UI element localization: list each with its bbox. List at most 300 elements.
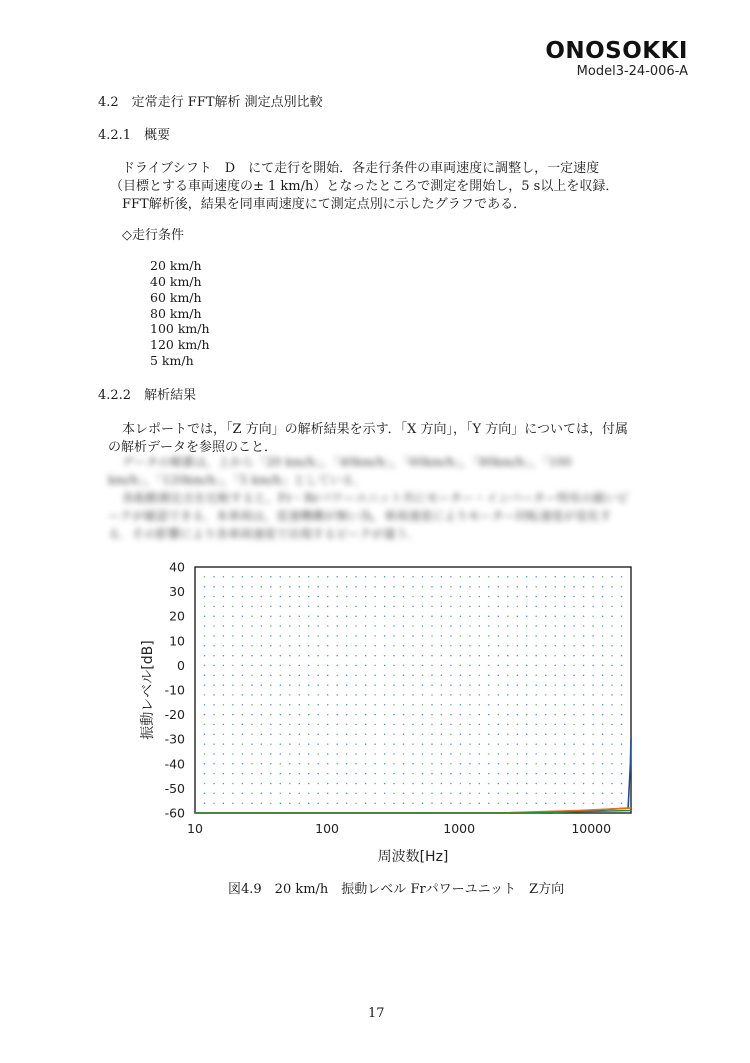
grid-dot [412,665,414,667]
grid-dot [498,586,500,588]
grid-dot [242,606,244,608]
grid-dot [507,674,509,676]
grid-dot [327,674,329,676]
grid-dot [498,704,500,706]
grid-dot [460,665,462,667]
grid-dot [488,704,490,706]
grid-dot [289,802,291,804]
grid-dot [554,704,556,706]
grid-dot [621,615,623,617]
grid-dot [232,645,234,647]
grid-dot [545,714,547,716]
grid-dot [327,743,329,745]
overview-line-1: ドライブシフト D にて走行を開始．各走行条件の車両速度に調整し，一定速度 [122,161,600,176]
grid-dot [403,596,405,598]
grid-dot [545,665,547,667]
grid-dot [213,802,215,804]
grid-dot [242,694,244,696]
grid-dot [611,615,613,617]
grid-dot [498,615,500,617]
grid-dot [583,645,585,647]
grid-dot [289,635,291,637]
grid-dot [355,763,357,765]
grid-dot [261,783,263,785]
grid-dot [336,734,338,736]
grid-dot [545,753,547,755]
grid-dot [488,655,490,657]
grid-dot [545,704,547,706]
y-tick-label: -60 [164,805,185,821]
grid-dot [431,576,433,578]
grid-dot [213,753,215,755]
grid-dot [564,714,566,716]
grid-dot [365,615,367,617]
grid-dot [223,684,225,686]
grid-dot [308,665,310,667]
grid-dot [422,586,424,588]
grid-dot [299,753,301,755]
x-tick-labels [187,821,611,836]
grid-dot [469,684,471,686]
grid-dot [535,625,537,627]
grid-dot [299,763,301,765]
grid-dot [412,714,414,716]
grid-dot [308,674,310,676]
grid-dot [422,576,424,578]
grid-dot [479,694,481,696]
grid-dot [365,645,367,647]
grid-dot [488,586,490,588]
grid-dot [422,724,424,726]
grid-dot [479,783,481,785]
grid-dot [412,763,414,765]
grid-dot [469,743,471,745]
grid-dot [621,606,623,608]
grid-dot [242,674,244,676]
grid-dot [611,793,613,795]
grid-dot [422,684,424,686]
grid-dot [308,773,310,775]
grid-dot [535,684,537,686]
grid-dot [374,704,376,706]
grid-dot [592,704,594,706]
grid-dot [611,596,613,598]
grid-dot [450,802,452,804]
grid-dot [412,576,414,578]
blurred-text-line: km/h」，「120km/h」，「5 km/h」としている． [108,473,366,487]
grid-dot [270,773,272,775]
x-tick-label: 100 [315,821,340,836]
grid-dot [621,625,623,627]
grid-dot [327,684,329,686]
grid-dot [280,802,282,804]
grid-dot [431,724,433,726]
grid-dot [535,665,537,667]
grid-dot [365,753,367,755]
grid-dot [412,724,414,726]
grid-dot [213,793,215,795]
grid-dot [308,645,310,647]
grid-dot [412,645,414,647]
grid-dot [289,793,291,795]
grid-dot [384,773,386,775]
grid-dot [545,596,547,598]
grid-dot [346,743,348,745]
grid-dot [602,596,604,598]
grid-dot [346,802,348,804]
grid-dot [251,694,253,696]
grid-dot [289,655,291,657]
grid-dot [242,576,244,578]
grid-dot [308,625,310,627]
grid-dot [611,625,613,627]
grid-dot [374,802,376,804]
grid-dot [308,684,310,686]
grid-dot [460,743,462,745]
grid-dot [517,615,519,617]
grid-dot [280,586,282,588]
grid-dot [602,694,604,696]
condition-item: 100 km/h [150,321,210,336]
grid-dot [384,802,386,804]
grid-dot [450,576,452,578]
grid-dot [422,625,424,627]
grid-dot [526,773,528,775]
grid-dot [507,596,509,598]
grid-dot [270,606,272,608]
grid-dot [251,724,253,726]
grid-dot [242,704,244,706]
grid-dot [299,773,301,775]
grid-dot [460,645,462,647]
grid-dot [261,596,263,598]
grid-dot [573,753,575,755]
grid-dot [374,596,376,598]
grid-dot [545,684,547,686]
grid-dot [204,694,206,696]
grid-dot [498,665,500,667]
grid-dot [251,665,253,667]
grid-dot [317,763,319,765]
grid-dot [507,655,509,657]
grid-dot [289,724,291,726]
grid-dot [336,645,338,647]
grid-dot [450,743,452,745]
grid-dot [308,743,310,745]
grid-dot [355,743,357,745]
grid-dot [251,635,253,637]
grid-dot [403,793,405,795]
plot-frame [195,567,631,813]
y-tick-label: -10 [164,682,185,698]
grid-dot [592,596,594,598]
grid-dot [469,724,471,726]
grid-dot [517,674,519,676]
grid-dot [270,615,272,617]
grid-dot [346,625,348,627]
grid-dot [469,625,471,627]
grid-dot [611,635,613,637]
grid-dot [261,714,263,716]
grid-dot [232,793,234,795]
grid-dot [611,724,613,726]
grid-dot [232,606,234,608]
figure-caption: 図4.9 20 km/h 振動レベル Frパワーユニット Z方向 [228,882,565,897]
grid-dot [460,714,462,716]
grid-dot [280,606,282,608]
grid-dot [232,665,234,667]
grid-dot [213,606,215,608]
grid-dot [535,615,537,617]
grid-dot [346,763,348,765]
grid-dot [242,763,244,765]
grid-dot [431,763,433,765]
grid-dot [526,586,528,588]
grid-dot [422,734,424,736]
grid-dot [280,763,282,765]
grid-dot [270,586,272,588]
grid-dot [602,606,604,608]
grid-dot [261,665,263,667]
condition-item: 40 km/h [150,274,202,289]
page-number: 17 [368,1006,385,1021]
grid-dot [507,714,509,716]
grid-dot [498,802,500,804]
grid-dot [469,576,471,578]
grid-dot [564,734,566,736]
grid-dot [374,674,376,676]
grid-dot [251,674,253,676]
grid-dot [336,724,338,726]
grid-dot [488,684,490,686]
grid-dot [479,714,481,716]
grid-dot [431,753,433,755]
grid-dot [564,576,566,578]
grid-dot [299,734,301,736]
grid-dot [479,753,481,755]
grid-dot [355,645,357,647]
grid-dot [374,635,376,637]
grid-dot [479,802,481,804]
grid-dot [460,773,462,775]
grid-dot [545,802,547,804]
grid-dot [365,773,367,775]
grid-dot [261,724,263,726]
grid-dot [602,586,604,588]
grid-dot [242,743,244,745]
grid-dot [469,674,471,676]
grid-dot [393,802,395,804]
grid-dot [545,763,547,765]
subsection-heading-results: 4.2.2 解析結果 [98,388,197,403]
grid-dot [450,704,452,706]
grid-dot [469,694,471,696]
grid-dot [602,635,604,637]
grid-dot [204,793,206,795]
grid-dot [327,773,329,775]
grid-dot [479,665,481,667]
grid-dot [403,615,405,617]
grid-dot [611,645,613,647]
grid-dot [327,655,329,657]
grid-dot [412,773,414,775]
grid-dot [317,655,319,657]
grid-dot [498,734,500,736]
grid-dot [535,724,537,726]
grid-dot [535,734,537,736]
grid-dot [223,625,225,627]
grid-dot [573,704,575,706]
grid-dot [422,694,424,696]
grid-dot [270,753,272,755]
grid-dot [403,645,405,647]
grid-dot [308,596,310,598]
grid-dot [621,763,623,765]
grid-dot [583,606,585,608]
grid-dot [384,724,386,726]
grid-dot [374,753,376,755]
grid-dot [573,655,575,657]
grid-dot [422,773,424,775]
grid-dot [431,665,433,667]
grid-dot [479,763,481,765]
grid-dot [317,773,319,775]
grid-dot [602,704,604,706]
grid-dot [270,665,272,667]
grid-dot [488,625,490,627]
grid-dot [232,763,234,765]
blurred-text-line: ークが確認できる．本車両は，変速機構が無い為，車両速度によりモーター回転速度が変化す [108,509,612,523]
grid-dot [545,734,547,736]
grid-dot [317,743,319,745]
grid-dot [469,802,471,804]
grid-dot [336,576,338,578]
grid-dot [469,714,471,716]
grid-dot [299,586,301,588]
grid-dot [393,743,395,745]
grid-dot [355,606,357,608]
grid-dot [232,743,234,745]
grid-dot [479,615,481,617]
grid-dot [336,665,338,667]
grid-dot [621,576,623,578]
grid-dot [592,773,594,775]
grid-dot [346,655,348,657]
grid-dot [280,753,282,755]
grid-dot [317,704,319,706]
grid-dot [602,714,604,716]
grid-dot [289,684,291,686]
grid-dot [336,783,338,785]
grid-dot [403,684,405,686]
grid-dot [242,596,244,598]
grid-dot [460,615,462,617]
y-tick-label: -20 [164,707,185,723]
grid-dot [422,793,424,795]
grid-dot [535,704,537,706]
grid-dot [469,635,471,637]
grid-dot [242,645,244,647]
grid-dot [460,586,462,588]
grid-dot [450,793,452,795]
grid-dot [336,606,338,608]
grid-dot [450,734,452,736]
grid-dot [469,773,471,775]
grid-dot [346,615,348,617]
grid-dot [213,694,215,696]
grid-dot [431,694,433,696]
grid-dot [393,655,395,657]
grid-dot [469,665,471,667]
y-tick-label: 10 [169,633,185,649]
grid-dot [308,724,310,726]
grid-dot [611,586,613,588]
document-number: Model3-24-006-A [576,64,688,79]
grid-dot [450,763,452,765]
grid-dot [488,714,490,716]
grid-dot [507,753,509,755]
grid-dot [232,586,234,588]
grid-dot [317,625,319,627]
grid-dot [526,704,528,706]
grid-dot [441,665,443,667]
grid-dot [204,674,206,676]
grid-dot [507,694,509,696]
grid-dot [526,714,528,716]
grid-dot [564,645,566,647]
grid-dot [526,763,528,765]
grid-dot [365,694,367,696]
grid-dot [232,625,234,627]
grid-dot [441,714,443,716]
grid-dot [232,734,234,736]
grid-dot [526,625,528,627]
grid-dot [204,802,206,804]
grid-dot [261,655,263,657]
grid-dot [602,793,604,795]
grid-dot [422,763,424,765]
grid-dot [517,793,519,795]
grid-dot [460,753,462,755]
grid-dot [450,674,452,676]
grid-dot [611,674,613,676]
company-logo: ONOSOKKI [545,38,688,64]
grid-dot [554,753,556,755]
grid-dot [592,714,594,716]
grid-dot [346,773,348,775]
grid-dot [365,734,367,736]
grid-dot [573,802,575,804]
grid-dot [355,576,357,578]
grid-dot [336,625,338,627]
grid-dot [554,606,556,608]
grid-dot [280,704,282,706]
grid-dot [611,773,613,775]
grid-dot [611,714,613,716]
grid-dot [270,704,272,706]
grid-dot [592,724,594,726]
grid-dot [431,635,433,637]
overview-line-2: （目標とする車両速度の± 1 km/h）となったところで測定を開始し，5 s以上を収録． [110,179,619,194]
grid-dot [223,665,225,667]
grid-dot [355,704,357,706]
grid-dot [317,724,319,726]
grid-dot [317,596,319,598]
grid-dot [517,743,519,745]
grid-dot [204,645,206,647]
grid-dot [365,655,367,657]
grid-dot [355,714,357,716]
